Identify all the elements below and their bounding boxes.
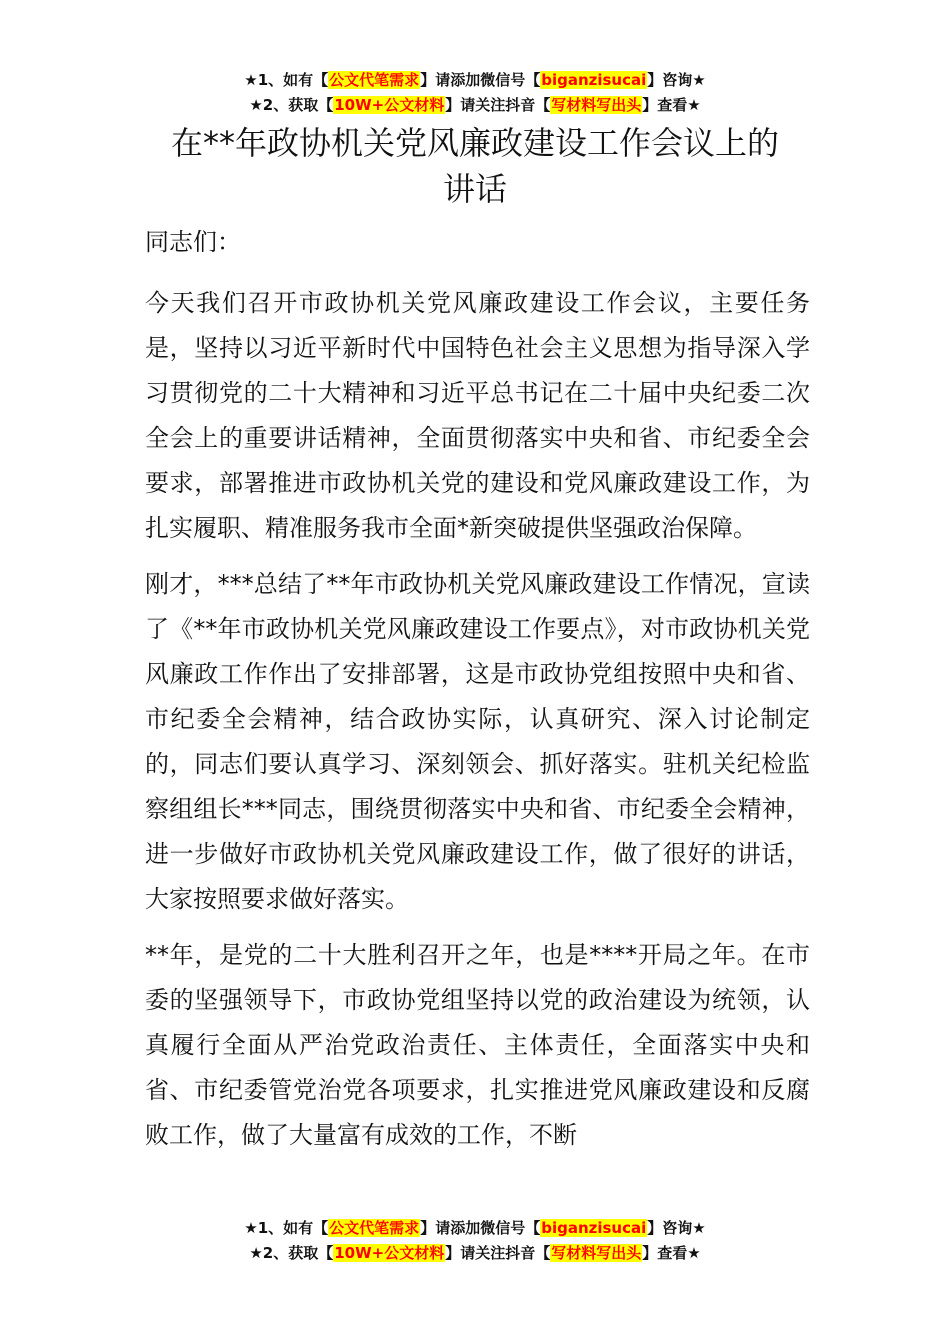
greeting: 同志们： — [145, 228, 241, 256]
ad-line-1-highlight-service: 公文代笔需求 — [329, 1219, 420, 1237]
ad-line-1 — [0, 68, 950, 93]
bottom-ad-banner — [0, 1216, 950, 1266]
title-line-1: 在**年政协机关党风廉政建设工作会议上的 — [170, 124, 779, 162]
ad-line-2-prefix: ★2、获取【 — [249, 1244, 334, 1262]
title-line-2: 讲话 — [442, 170, 507, 208]
paragraph-2: 刚才，***总结了**年市政协机关党风廉政建设工作情况，宣读了《**年市政协机关党风廉政建设工作要点》，对市政协机关党风廉政工作作出了安排部署，这是市政协党组按照中央和省、市纪委全会精神，结合政协实际，认真研究、深入讨论制定的，同志们要认真学习、深刻领会、抓好落实。驻机关纪检监察组组长***同志，围绕贯彻落实中央和省、市纪委全会精神，进一步做好市政协机关党风廉政建设工作，做了很好的讲话，大家按照要求做好落实。 — [145, 570, 810, 913]
ad-line-2-highlight-materials: 10W+公文材料 — [334, 96, 445, 114]
top-ad-banner — [0, 68, 950, 118]
ad-line-1-prefix: ★1、如有【 — [244, 1219, 329, 1237]
ad-line-1-middle: 】请添加微信号【 — [420, 71, 541, 89]
ad-line-2-suffix: 】查看★ — [642, 1244, 701, 1262]
ad-line-2-highlight-materials: 10W+公文材料 — [334, 1244, 445, 1262]
ad-line-2 — [0, 93, 950, 118]
ad-line-2-middle: 】请关注抖音【 — [445, 96, 551, 114]
ad-line-2-prefix: ★2、获取【 — [249, 96, 334, 114]
ad-line-1 — [0, 1216, 950, 1241]
ad-line-2-highlight-douyin: 写材料写出头 — [551, 1244, 642, 1262]
paragraph-1: 今天我们召开市政协机关党风廉政建设工作会议，主要任务是，坚持以习近平新时代中国特色社会主义思想为指导深入学习贯彻党的二十大精神和习近平总书记在二十届中央纪委二次全会上的重要讲话精神，全面贯彻落实中央和省、市纪委全会要求，部署推进市政协机关党的建设和党风廉政建设工作，为扎实履职、精准服务我市全面*新突破提供坚强政治保障。 — [145, 289, 810, 542]
document-body — [145, 220, 810, 1169]
ad-line-2-middle: 】请关注抖音【 — [445, 1244, 551, 1262]
ad-line-2-suffix: 】查看★ — [642, 96, 701, 114]
document-title — [90, 120, 860, 212]
ad-line-2-highlight-douyin: 写材料写出头 — [551, 96, 642, 114]
ad-line-1-highlight-service: 公文代笔需求 — [329, 71, 420, 89]
ad-line-1-suffix: 】咨询★ — [647, 71, 706, 89]
ad-line-2 — [0, 1241, 950, 1266]
ad-line-1-highlight-wechat: biganzisucai — [541, 71, 647, 89]
paragraph-3: **年，是党的二十大胜利召开之年，也是****开局之年。在市委的坚强领导下，市政协党组坚持以党的政治建设为统领，认真履行全面从严治党政治责任、主体责任，全面落实中央和省、市纪委管党治党各项要求，扎实推进党风廉政建设和反腐败工作，做了大量富有成效的工作，不断 — [145, 941, 810, 1149]
ad-line-1-suffix: 】咨询★ — [647, 1219, 706, 1237]
ad-line-1-prefix: ★1、如有【 — [244, 71, 329, 89]
ad-line-1-highlight-wechat: biganzisucai — [541, 1219, 647, 1237]
ad-line-1-middle: 】请添加微信号【 — [420, 1219, 541, 1237]
